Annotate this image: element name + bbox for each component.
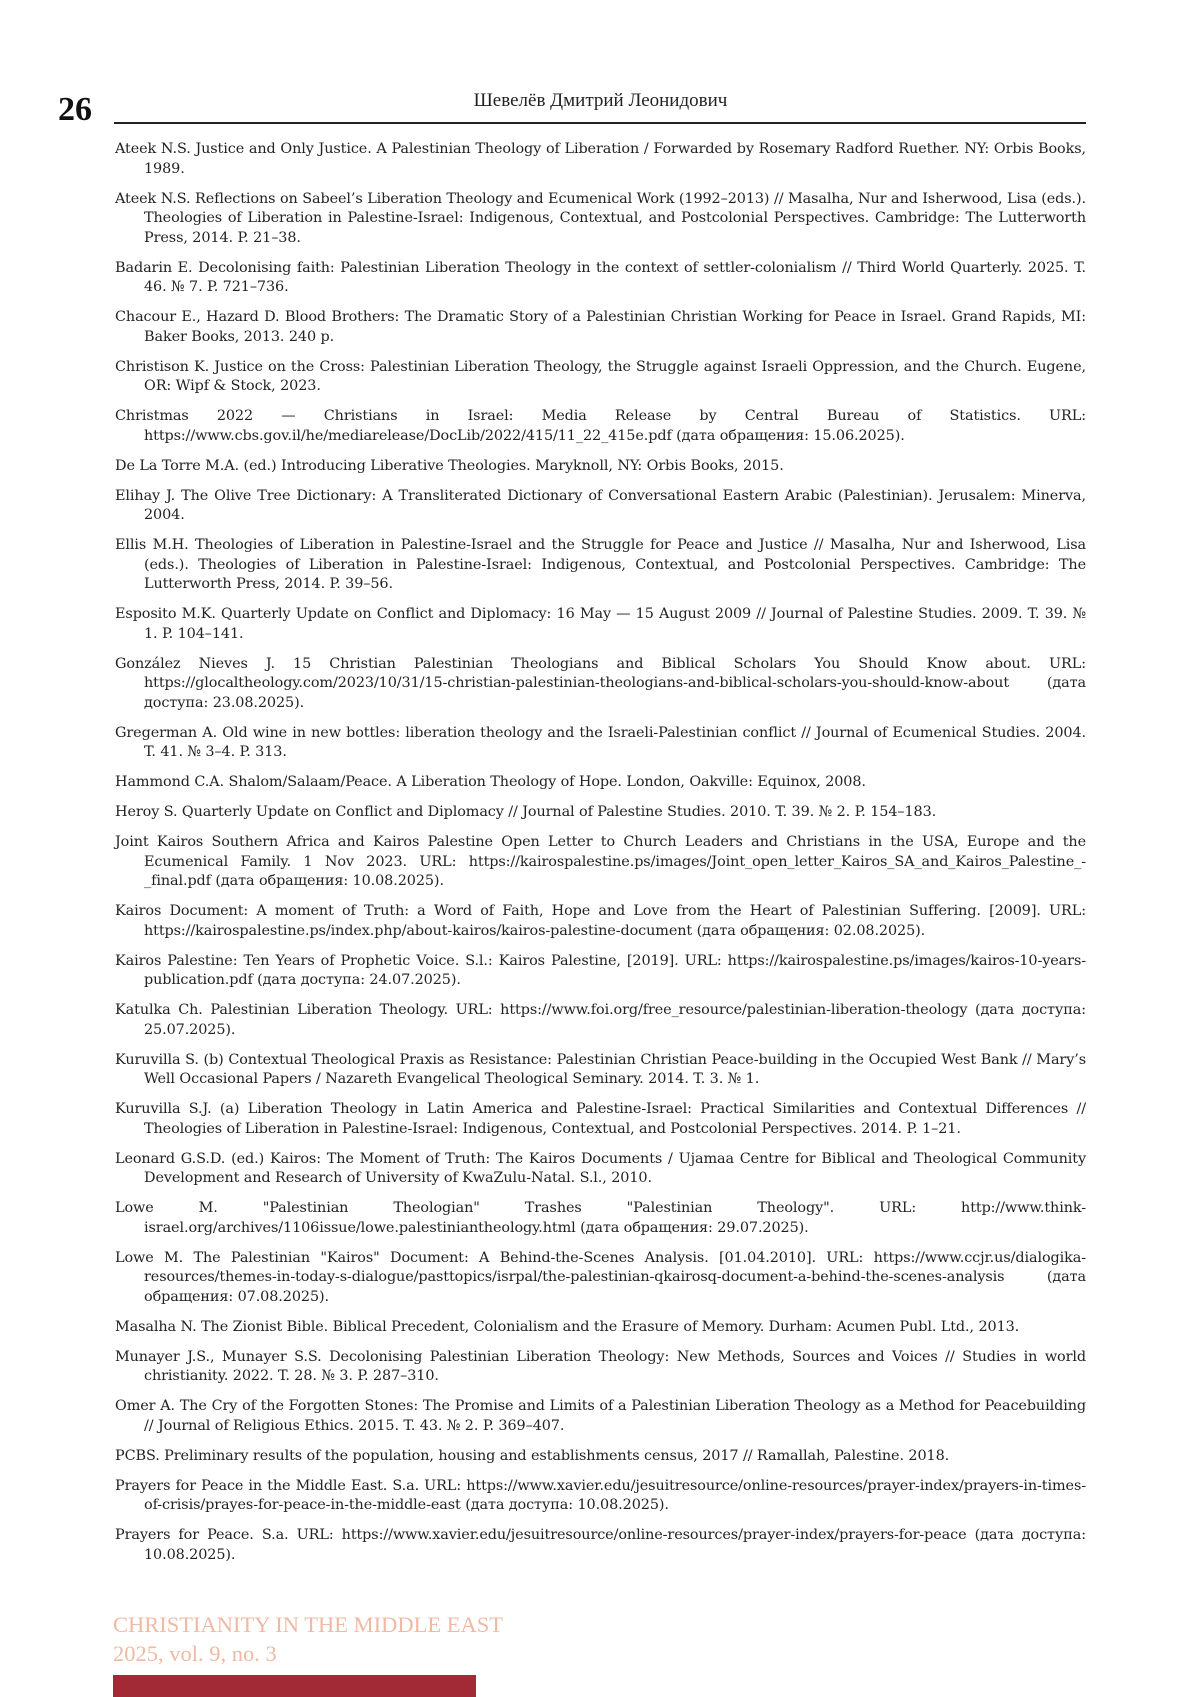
journal-issue: 2025, vol. 9, no. 3 <box>113 1641 277 1667</box>
reference-list <box>115 140 1086 1576</box>
reference-entry: Lowe M. "Palestinian Theologian" Trashes "Palestinian Theology". URL: http://www.think-israel.org/archives/1106issue/lowe.palestiniantheology.html (дата обращения: 29.07.2025). <box>115 1199 1086 1238</box>
reference-entry: Ateek N.S. Justice and Only Justice. A Palestinian Theology of Liberation / Forwarded by Rosemary Radford Ruether. NY: Orbis Books, 1989. <box>115 140 1086 179</box>
reference-entry: Prayers for Peace. S.a. URL: https://www.xavier.edu/jesuitresource/online-resources/prayer-index/prayers-for-peace (дата доступа: 10.08.2025). <box>115 1526 1086 1565</box>
reference-entry: Munayer J.S., Munayer S.S. Decolonising Palestinian Liberation Theology: New Methods, Sources and Voices // Studies in world christianity. 2022. T. 28. № 3. P. 287–310. <box>115 1348 1086 1387</box>
reference-entry: Kairos Document: A moment of Truth: a Word of Faith, Hope and Love from the Heart of Palestinian Suffering. [2009]. URL: https://kairospalestine.ps/index.php/about-kairos/kairos-palestine-document (дата обращения: 02.08.2025). <box>115 902 1086 941</box>
running-head-author: Шевелёв Дмитрий Леонидович <box>115 88 1086 114</box>
reference-entry: Kuruvilla S. (b) Contextual Theological Praxis as Resistance: Palestinian Christian Peace-building in the Occupied West Bank // Mary’s Well Occasional Papers / Nazareth Evangelical Theological Seminary. 2014. T. 3. № 1. <box>115 1051 1086 1090</box>
reference-entry: Chacour E., Hazard D. Blood Brothers: The Dramatic Story of a Palestinian Christian Working for Peace in Israel. Grand Rapids, MI: Baker Books, 2013. 240 p. <box>115 308 1086 347</box>
header-rule <box>114 122 1086 124</box>
reference-entry: Kuruvilla S.J. (a) Liberation Theology in Latin America and Palestine-Israel: Practical Similarities and Contextual Differences // Theologies of Liberation in Palestine-Israel: Indigenous, Contextual, and Postcolonial Perspectives. 2014. P. 1–21. <box>115 1100 1086 1139</box>
reference-entry: Katulka Ch. Palestinian Liberation Theology. URL: https://www.foi.org/free_resource/palestinian-liberation-theology (дата доступа: 25.07.2025). <box>115 1001 1086 1040</box>
journal-name: CHRISTIANITY IN THE MIDDLE EAST <box>113 1612 503 1638</box>
reference-entry: De La Torre M.A. (ed.) Introducing Liberative Theologies. Maryknoll, NY: Orbis Books, 2015. <box>115 457 1086 477</box>
reference-entry: Hammond C.A. Shalom/Salaam/Peace. A Liberation Theology of Hope. London, Oakville: Equinox, 2008. <box>115 773 1086 793</box>
reference-entry: Christison K. Justice on the Cross: Palestinian Liberation Theology, the Struggle against Israeli Oppression, and the Church. Eugene, OR: Wipf & Stock, 2023. <box>115 358 1086 397</box>
reference-entry: Masalha N. The Zionist Bible. Biblical Precedent, Colonialism and the Erasure of Memory. Durham: Acumen Publ. Ltd., 2013. <box>115 1318 1086 1338</box>
reference-entry: Prayers for Peace in the Middle East. S.a. URL: https://www.xavier.edu/jesuitresource/online-resources/prayer-index/prayers-in-times-of-crisis/prayes-for-peace-in-the-middle-east (дата доступа: 10.08.2025). <box>115 1477 1086 1516</box>
reference-entry: Omer A. The Cry of the Forgotten Stones: The Promise and Limits of a Palestinian Liberation Theology as a Method for Peacebuilding // Journal of Religious Ethics. 2015. T. 43. № 2. P. 369–407. <box>115 1397 1086 1436</box>
reference-entry: González Nieves J. 15 Christian Palestinian Theologians and Biblical Scholars You Should Know about. URL: https://glocaltheology.com/2023/10/31/15-christian-palestinian-theologians-and-biblical-scholars-you-should-know-about (дата доступа: 23.08.2025). <box>115 655 1086 714</box>
footer-accent-bar <box>113 1675 476 1697</box>
reference-entry: Ellis M.H. Theologies of Liberation in Palestine-Israel and the Struggle for Peace and Justice // Masalha, Nur and Isherwood, Lisa (eds.). Theologies of Liberation in Palestine-Israel: Indigenous, Contextual, and Postcolonial Perspectives. Cambridge: The Lutterworth Press, 2014. P. 39–56. <box>115 536 1086 595</box>
reference-entry: Joint Kairos Southern Africa and Kairos Palestine Open Letter to Church Leaders and Christians in the USA, Europe and the Ecumenical Family. 1 Nov 2023. URL: https://kairospalestine.ps/images/Joint_open_letter_Kairos_SA_and_Kairos_Palestine_-_final.pdf (дата обращения: 10.08.2025). <box>115 833 1086 892</box>
reference-entry: Christmas 2022 — Christians in Israel: Media Release by Central Bureau of Statistics. URL: https://www.cbs.gov.il/he/mediarelease/DocLib/2022/415/11_22_415e.pdf (дата обращения: 15.06.2025). <box>115 407 1086 446</box>
reference-entry: Badarin E. Decolonising faith: Palestinian Liberation Theology in the context of settler-colonialism // Third World Quarterly. 2025. T. 46. № 7. P. 721–736. <box>115 259 1086 298</box>
reference-entry: Lowe M. The Palestinian "Kairos" Document: A Behind-the-Scenes Analysis. [01.04.2010]. URL: https://www.ccjr.us/dialogika-resources/themes-in-today-s-dialogue/pasttopics/isrpal/the-palestinian-qkairosq-document-a-behind-the-scenes-analysis (дата обращения: 07.08.2025). <box>115 1249 1086 1308</box>
reference-entry: Gregerman A. Old wine in new bottles: liberation theology and the Israeli-Palestinian conflict // Journal of Ecumenical Studies. 2004. T. 41. № 3–4. P. 313. <box>115 724 1086 763</box>
reference-entry: Kairos Palestine: Ten Years of Prophetic Voice. S.l.: Kairos Palestine, [2019]. URL: https://kairospalestine.ps/images/kairos-10-years-publication.pdf (дата доступа: 24.07.2025). <box>115 952 1086 991</box>
reference-entry: Elihay J. The Olive Tree Dictionary: A Transliterated Dictionary of Conversational Eastern Arabic (Palestinian). Jerusalem: Minerva, 2004. <box>115 487 1086 526</box>
reference-entry: PCBS. Preliminary results of the population, housing and establishments census, 2017 // Ramallah, Palestine. 2018. <box>115 1447 1086 1467</box>
reference-entry: Esposito M.K. Quarterly Update on Conflict and Diplomacy: 16 May — 15 August 2009 // Journal of Palestine Studies. 2009. T. 39. № 1. P. 104–141. <box>115 605 1086 644</box>
reference-entry: Leonard G.S.D. (ed.) Kairos: The Moment of Truth: The Kairos Documents / Ujamaa Centre for Biblical and Theological Community Development and Research of University of KwaZulu-Natal. S.l., 2010. <box>115 1150 1086 1189</box>
reference-entry: Heroy S. Quarterly Update on Conflict and Diplomacy // Journal of Palestine Studies. 2010. T. 39. № 2. P. 154–183. <box>115 803 1086 823</box>
reference-entry: Ateek N.S. Reflections on Sabeel’s Liberation Theology and Ecumenical Work (1992–2013) // Masalha, Nur and Isherwood, Lisa (eds.). Theologies of Liberation in Palestine-Israel: Indigenous, Contextual, and Postcolonial Perspectives. Cambridge: The Lutterworth Press, 2014. P. 21–38. <box>115 190 1086 249</box>
page-number: 26 <box>58 90 92 130</box>
